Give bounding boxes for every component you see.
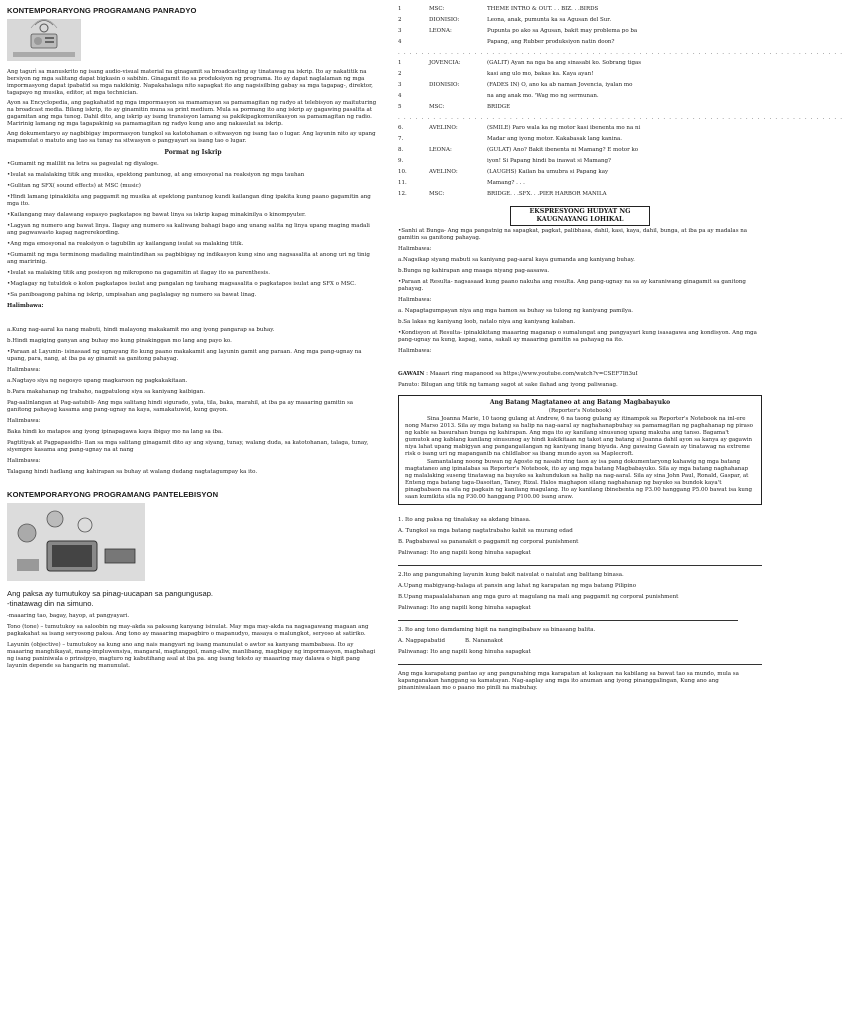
line-number: 7. (398, 136, 404, 142)
question-3-explanation: Paliwanag: Ito ang napili kong hinuha sapagkat (398, 649, 531, 655)
gawain-label: GAWAIN (398, 371, 425, 377)
format-bullet: •Gulitan ng SFX( sound effects) at MSC (music) (7, 183, 141, 189)
format-bullet: •Lagyan ng numero ang bawat linya. Ilagay ang numero sa kaliwang bahagi bago ang unang salita ng linya upang maging madali ang pagwawasto kapag nagrerekording. (7, 223, 370, 236)
script-block-2 (398, 60, 762, 115)
halimbawa-label: Halimbawa: (7, 458, 41, 464)
format-bullet: •Maglagay ng tutuldok o kolon pagkatapos isulat ang pangalan ng tauhang magsasalita o pagkatapos isulat ang SFX o MSC. (7, 281, 356, 287)
simuno-text: -tinatawag din na simuno. (7, 599, 94, 608)
dialogue: (GULAT) Ano? Bakit ibenenta ni Mamang? E motor ko (487, 147, 639, 153)
speaker: DIONISIO: (429, 82, 460, 88)
format-bullet: •Isulat sa malaking titik ang posisyon ng mikropono na gagamitin at ilagay ito sa parenthesis. (7, 270, 270, 276)
speaker: MSC: (429, 6, 445, 12)
answer-line[interactable] (398, 565, 762, 566)
halimbawa-label: Halimbawa: (398, 348, 432, 354)
speaker: DIONISIO: (429, 17, 460, 23)
dialogue: BRIDGE (487, 104, 511, 110)
encyclopedia-paragraph: Ayon sa Encyclopedia, ang pagkahatid ng mga impormasyon sa mamamayan sa pamamagitan ng radyo at telebisyon ay maituturing na broadcast media. Bilang iskrip, ito ay ginamitin muna sa print medium. Mula sa pormang ito ang iskrip ay gagawing pasalita at gagamitan ang mga tunog. Dahil dito, ang iskrip ay isang transisyon lamang sa pakikipagkomunikasyon sa pamamagitan ng radio. Maririnig lamang ng mga tagapakinig sa pamamagitan ng radyo kung ano ang nakasulat sa iskrip. (7, 100, 377, 127)
answer-line[interactable] (398, 664, 762, 665)
television-logo-image (7, 503, 145, 581)
dialogue: Papang, ang Rubber produksiyon natin doon? (487, 39, 615, 45)
tono-paragraph: Tono (tone) – tumutukoy sa saloobin ng may-akda sa paksang kanyang isinulat. May mga may-akda na nagsagawang magaan ang pagkakahat sa isang seryosong paksa. Ang tono ay maaaring mapagbiro o mapanudyo, masaya o malungkot, seryoso at satiriko. (7, 624, 369, 637)
line-number: 3 (398, 28, 402, 34)
dotted-separator: . . . . . . . . . . . . . . . . . . . . . . . . . . . . . . . . . . . . . . . . . . . . . . . . . . . . . . . . . . . . . . . . . . . . . . . . . . . . (398, 115, 843, 121)
question-1: 1. Ito ang paksa ng tinalakay sa akdang binasa. (398, 517, 531, 523)
line-number: 4 (398, 93, 402, 99)
line-number: 1 (398, 60, 402, 66)
format-bullet: •Gumamit ng maliliit na letra sa pagsulat ng diyaloge. (7, 161, 159, 167)
example-text: b.Para makahanap ng trabaho, nagpatulong siya sa kaniyang kaibigan. (7, 389, 205, 395)
question-2: 2.Ito ang pangunahing layunin kung bakit naisulat o naiulat ang balitang binasa. (398, 572, 624, 578)
format-bullet: •Gumamit ng mga terminong madaling maintindihan sa pagbibigay ng indikasyon kung sino ang nagsasalita at anong uri ng tinig ang maririnig. (7, 252, 370, 265)
ekspresyong-box-title: EKSPRESYONG HUDYAT NG KAUGNAYANG LOHIKAL (510, 206, 650, 226)
format-bullet: •Isulat sa malalaking titik ang musika, epektong pantunog, at ang emosyonal na reaksiyon ng mga tauhan (7, 172, 305, 178)
example-text: b.Bunga ng kahirapan ang maaga niyang pag-aasawa. (398, 268, 550, 274)
script-line (398, 191, 762, 202)
halimbawa-label: Halimbawa: (7, 303, 44, 309)
script-line (398, 158, 762, 169)
script-line (398, 17, 762, 28)
dialogue: THEME INTRO & OUT. . . BIZ. . .BIRDS (487, 6, 599, 12)
script-line (398, 82, 762, 93)
format-bullet: •Ang mga emosyonal na reaksiyon o tagubilin ay kailangang isulat sa malaking titik. (7, 241, 244, 247)
dialogue: (GALIT) Ayan na nga ba ang sinasabi ko. Sobrang tigas (487, 60, 642, 66)
speaker (429, 180, 487, 191)
paraan-layunin-paragraph: •Paraan at Layunin- isinasaad ng ugnayang ito kung paano makakamit ang layunin gamit ang paraan. Ang mga pang-ugnay na upang, para, nang, at iba pa ay ginamit sa ganitong pahayag. (7, 349, 362, 362)
speaker: MSC: (429, 104, 445, 110)
question-1-option-a[interactable]: A. Tungkol sa mga batang nagtatrabaho kahit sa murang edad (398, 528, 573, 534)
question-1-explanation: Paliwanag: Ito ang napili kong hinuha sapagkat (398, 550, 531, 556)
line-number: 9. (398, 158, 404, 164)
question-3-options (398, 638, 762, 645)
script-line (398, 104, 762, 115)
question-2-option-a[interactable]: A.Upang mabigyang-halaga at pansin ang lahat ng karapatan ng mga batang Pilipino (398, 583, 637, 589)
speaker: AVELINO: (429, 125, 458, 131)
example-text: a.Nagtayo siya ng negosyo upang magkaroon ng pagkakakitaan. (7, 378, 188, 384)
speaker: JOVENCIA: (429, 60, 461, 66)
format-bullet: •Kailangang may dalawang espasyo pagkatapos ng bawat linya sa iskrip kapag minakinilya o kinompyuter. (7, 212, 306, 218)
line-number: 6. (398, 125, 404, 131)
format-heading: Pormat ng Iskrip (164, 149, 222, 156)
dialogue: (LAUGHS) Kailan ba umubra si Papang kay (487, 169, 609, 175)
example-text: a. Napagtagumpayan niya ang mga hamon sa buhay sa tulong ng kaniyang pamilya. (398, 308, 634, 314)
script-line (398, 71, 762, 82)
script-line (398, 60, 762, 71)
line-number: 12. (398, 191, 407, 197)
script-line (398, 6, 762, 17)
line-number: 5 (398, 104, 402, 110)
format-bullet: •Sa paniboagong pahina ng iskrip, umpisahan ang paglalagay ng numero sa bawat linag. (7, 292, 257, 298)
panuto-text: Panuto: Bilugan ang titik ng tamang sagot at sake ilahad ang iyong paliwanag. (398, 382, 618, 388)
script-block-1 (398, 6, 762, 50)
halimbawa-label: Halimbawa: (398, 246, 432, 252)
story-title: Ang Batang Magtataneo at ang Batang Magbabayuko (489, 399, 671, 406)
speaker (429, 93, 487, 104)
line-number: 2 (398, 17, 402, 23)
paraan-resulta-paragraph: •Paraan at Resulta- nagsasaad kung paano nakuha ang resulta. Ang pang-ugnay na sa ay karaniwang ginagamit sa ganitong pahayag. (398, 279, 746, 292)
format-bullet: •Hindi lamang ipinakikita ang paggamit ng musika at epektong pantunog kundi kailangan ding ipakita kung paano gagamitin ang mga ito. (7, 194, 371, 207)
speaker: AVELINO: (429, 169, 458, 175)
example-text: a.Nagsikap siyang mabuti sa kaniyang pag-aaral kaya gumanda ang kaniyang buhay. (398, 257, 635, 263)
line-number: 10. (398, 169, 407, 175)
question-2-option-b[interactable]: B.Upang mapaalalahanan ang mga guro at magulang na mali ang paggamit ng corporal punishment (398, 594, 679, 600)
story-paragraph: Sina Joanna Marie, 10 taong gulang at Andrew, 6 na taong gulang ay itinampok sa Reporter's Notebook na inl-ere nong Marso 2013. Sila ay mga batang sa halip na nag-aaral ay naghahanapbuhay sa pamamagitan ng paghahanap ng piraso ng kable sa basurahan bunga ng kahirapan. Ang mga ito ay kanilang sinusunog upang makuha ang tanso. Bagama't gumutok ang kablang kanilang sinusunog ay hindi kakikitaan ng takot ang batang si Joanna dahil ayon sa kanya ay gagawin niya lahat upang mabigyan ang pangangailangan ng kaniyang inang biyuda. Ang gawaing Gawain ay tinatawag na extreme risk o isang uri ng mapanganib na childlabor sa ibang mundo ayon sa Maplecroft. (405, 416, 753, 457)
layunin-paragraph: Layunin (objective) – tumutukoy sa kung ano ang nais mangyari ng isang manunulat o awtor sa kanyang mambabasa. Ito ay maaaring manghikayat, mang-impluwensiya, mangaral, magtanggol, mang-aliw, manlibang, magbigay ng impormasyon, magbahagi ng isang paniniwala o prinsipyo, magturo ng kabutihang asal at iba pa. ang isang teksto ay maaaring may dalawa o higit pang layunin depende sa hangarin ng manunulat. (7, 642, 376, 669)
format-bullet-list (7, 161, 379, 299)
line-number: 11. (398, 180, 407, 186)
question-2-explanation: Paliwanag: Ito ang napili kong hinuha sapagkat (398, 605, 531, 611)
question-1-option-b[interactable]: B. Pagbabawal sa pananakit o paggamit ng corporal punishment (398, 539, 579, 545)
halimbawa-label: Halimbawa: (398, 297, 432, 303)
line-number: 3 (398, 82, 402, 88)
line-number: 4 (398, 39, 402, 45)
speaker (429, 39, 487, 50)
script-line (398, 169, 762, 180)
script-line (398, 39, 762, 50)
karapatang-pantao-paragraph: Ang mga karapatang pantao ay ang pangunahing mga karapatan at kalayaan na kabilang sa bawat tao sa mundo, mula sa kapanganakan hanggang sa kamatayan. Nag-aaplay ang mga ito anuman ang iyong pinanggalingan, Kung ano ang pinaniniwalaan mo o paano mo pinili na mabuhay. (398, 671, 739, 691)
script-line (398, 136, 762, 147)
example-text: a.Kung nag-aaral ka nang mabuti, hindi malayong makakamit mo ang iyong pangarap sa buhay. (7, 327, 275, 333)
pag-aalinlangan-paragraph: Pag-aalinlangan at Pag-aatubili- Ang mga salitang hindi sigurado, yata, tila, baka, marahil, at iba pa ay maaaring gamitin sa ganitong pahayag kasama ang pang-ugnay na kaya, samakatuwid, kung gayon. (7, 400, 354, 413)
radio-logo-image (7, 19, 81, 61)
speaker (429, 158, 487, 169)
kondisyon-resulta-paragraph: •Kondisyon at Resulta- ipinakikitang maaaring maganap o sumalungat ang pangyayari kung isasagawa ang kondisyon. Ang mga pang-ugnay na kung, kapag, sana, sakali ay maaaring gamitin sa pahayag na ito. (398, 330, 757, 343)
dokumentaryo-paragraph: Ang dokumentaryo ay nagbibigay impormasyon tungkol sa katotohanan o sitwasyon ng isang tao o lugar. Ang layunin nito ay upang mapamulat o matuto ang tao sa tunay na sitwasyon o pangyayari sa isang tao o lugar. (7, 131, 376, 144)
line-number: 1 (398, 6, 402, 12)
dialogue: kasi ang ulo mo, bakas ka. Kaya ayan! (487, 71, 594, 77)
halimbawa-label: Halimbawa: (7, 367, 41, 373)
dialogue: Leona, anak, pumunta ka sa Agusan del Sur. (487, 17, 612, 23)
dotted-separator: . . . . . . . . . . . . . . . . . . . . . . . . . . . . . . . . . . . . . . . . . . . . . . . . . . . . . . . . . . . . . . . . . . . . . . . . . . . . (398, 50, 843, 56)
tv-section-title: KONTEMPORARYONG PROGRAMANG PANTELEBISYON (7, 490, 219, 499)
sanhi-bunga-paragraph: •Sanhi at Bunga- Ang mga pangatnig na sapagkat, pagkat, palibhasa, dahil, kasi, kaya, dahil, bunga, at iba pa ay madalas na gamitin sa ganitong pahayag. (398, 228, 748, 241)
script-line (398, 180, 762, 191)
question-3: 3. Ito ang tono damdaming higit na nangingibabaw sa binasang balita. (398, 627, 596, 633)
story-subtitle: (Reporter's Notebook) (548, 408, 612, 414)
dialogue: Mamang? . . . (487, 180, 525, 186)
left-column (7, 6, 379, 673)
example-text: Talagang hindi hadlang ang kahirapan sa buhay at walang dudang nagtatagumpay ka ito. (7, 469, 258, 475)
speaker (429, 71, 487, 82)
line-number: 2 (398, 71, 402, 77)
script-line (398, 147, 762, 158)
radio-section-title: KONTEMPORARYONG PROGRAMANG PANRADYO (7, 6, 197, 15)
paksa-text: Ang paksa ay tumutukoy sa pinag-uucapan sa pangungusap. (7, 589, 214, 598)
speaker (429, 136, 487, 147)
example-text: b.Sa lakas ng kaniyang loob, natalo niya ang kaniyang kalaban. (398, 319, 576, 325)
speaker: MSC: (429, 191, 445, 197)
story-paragraph: Samantalang noong buwan ng Agosto ng nasabi ring taon ay isa pang dokumentaryong kahawig ng mga batang magtataneo ang ipinalabas sa Reporter's Notebook, ito ay ang mga batang Magbabayuko. Sila ay mga batang naghahanap ng malalaking suseng tinatawag na bayuko sa kahundukan sa halip na nag-aaral. Sila ay sina John Paul, Ronald, Gaspar, at Enteng mga batang taga-Dasoitan, Taney, Rizal. Halos maghapon silang naghahanap ng bayuko sa bundok kaya't pinagbabaon na sila ng pagkain ng kanilang magulang. Ito ay kanilang ibinebenta ng P3.00 hanggang P5.00 bawat isa kung saan kumikita sila ng P30.00 hanggang P100.00 isang araw. (405, 459, 753, 500)
pagtitiyak-paragraph: Pagtitiyak at Pagpapasidhi- Ilan sa mga salitang ginagamit dito ay ang siyang, tunay, walang duda, sa katotohanan, talaga, tunay, siyempre kasama ang pang-ugnay na at nang (7, 440, 369, 453)
script-line (398, 28, 762, 39)
gawain-line (398, 371, 762, 378)
dialogue: Madar ang iyong motor. Kakabasak lang kanina. (487, 136, 623, 142)
story-box (398, 395, 762, 505)
script-block-3 (398, 125, 762, 202)
dialogue: (FADES IN) O, ano ka ab naman Jovencia, iyalan mo (487, 82, 633, 88)
radio-intro-paragraph: Ang tagurì sa manuskrito ng isang audio-visual material na ginagamit sa broadcasting ay tinatawag na iskrip. Ito ay nakatitik na bersiyon ng mga salitang dapat bigkasin o sabihin. Ginagamit ito sa produksiyon ng programa. Ito ay dapat naglalaman ng mga impormasyong dapat ipabatid sa mga nakikinig. Napakahalaga nito sapagkat ito ang nagsisilbing gabay sa mga tagapag-, direktor, tagapayo ng musika, editor, at mga technician. (7, 69, 373, 96)
speaker: LEONA: (429, 147, 452, 153)
example-text: Baka hindi ko matapos ang iyong ipinapagawa kaya ibigay mo na lang sa iba. (7, 429, 223, 435)
question-3-option-b[interactable]: B. Nananakot (464, 638, 504, 644)
maaaring-text: -maaaring tao, bagay, hayop, at pangyayari. (7, 613, 130, 619)
answer-line[interactable] (398, 620, 738, 621)
speaker: LEONA: (429, 28, 452, 34)
dialogue: iyon! Si Papang hindi ba inawat si Mamang? (487, 158, 611, 164)
dialogue: na ang anak mo. 'Wag mo ng sermunan. (487, 93, 599, 99)
question-3-option-a[interactable]: A. Nagpapabatid (398, 638, 445, 644)
dialogue: (SMILE) Paro wala ka ng motor kasi ibenenta mo na ni (487, 125, 641, 131)
script-line (398, 125, 762, 136)
dialogue: BRIDGE. . .SFX. . .PIER HARBOR MANILA (487, 191, 607, 197)
halimbawa-label: Halimbawa: (7, 418, 41, 424)
dialogue: Pupunta po ako sa Agusan, bakit may problema po ba (487, 28, 638, 34)
line-number: 8. (398, 147, 404, 153)
gawain-link[interactable]: : Maaari ring mapanood sa https://www.youtube.com/watch?v=CSEF7Ifi3uI (426, 371, 638, 377)
example-text: b.Hindi magiging ganyan ang buhay mo kung pinakinggan mo lang ang payo ko. (7, 338, 232, 344)
right-column (398, 6, 843, 695)
script-line (398, 93, 762, 104)
